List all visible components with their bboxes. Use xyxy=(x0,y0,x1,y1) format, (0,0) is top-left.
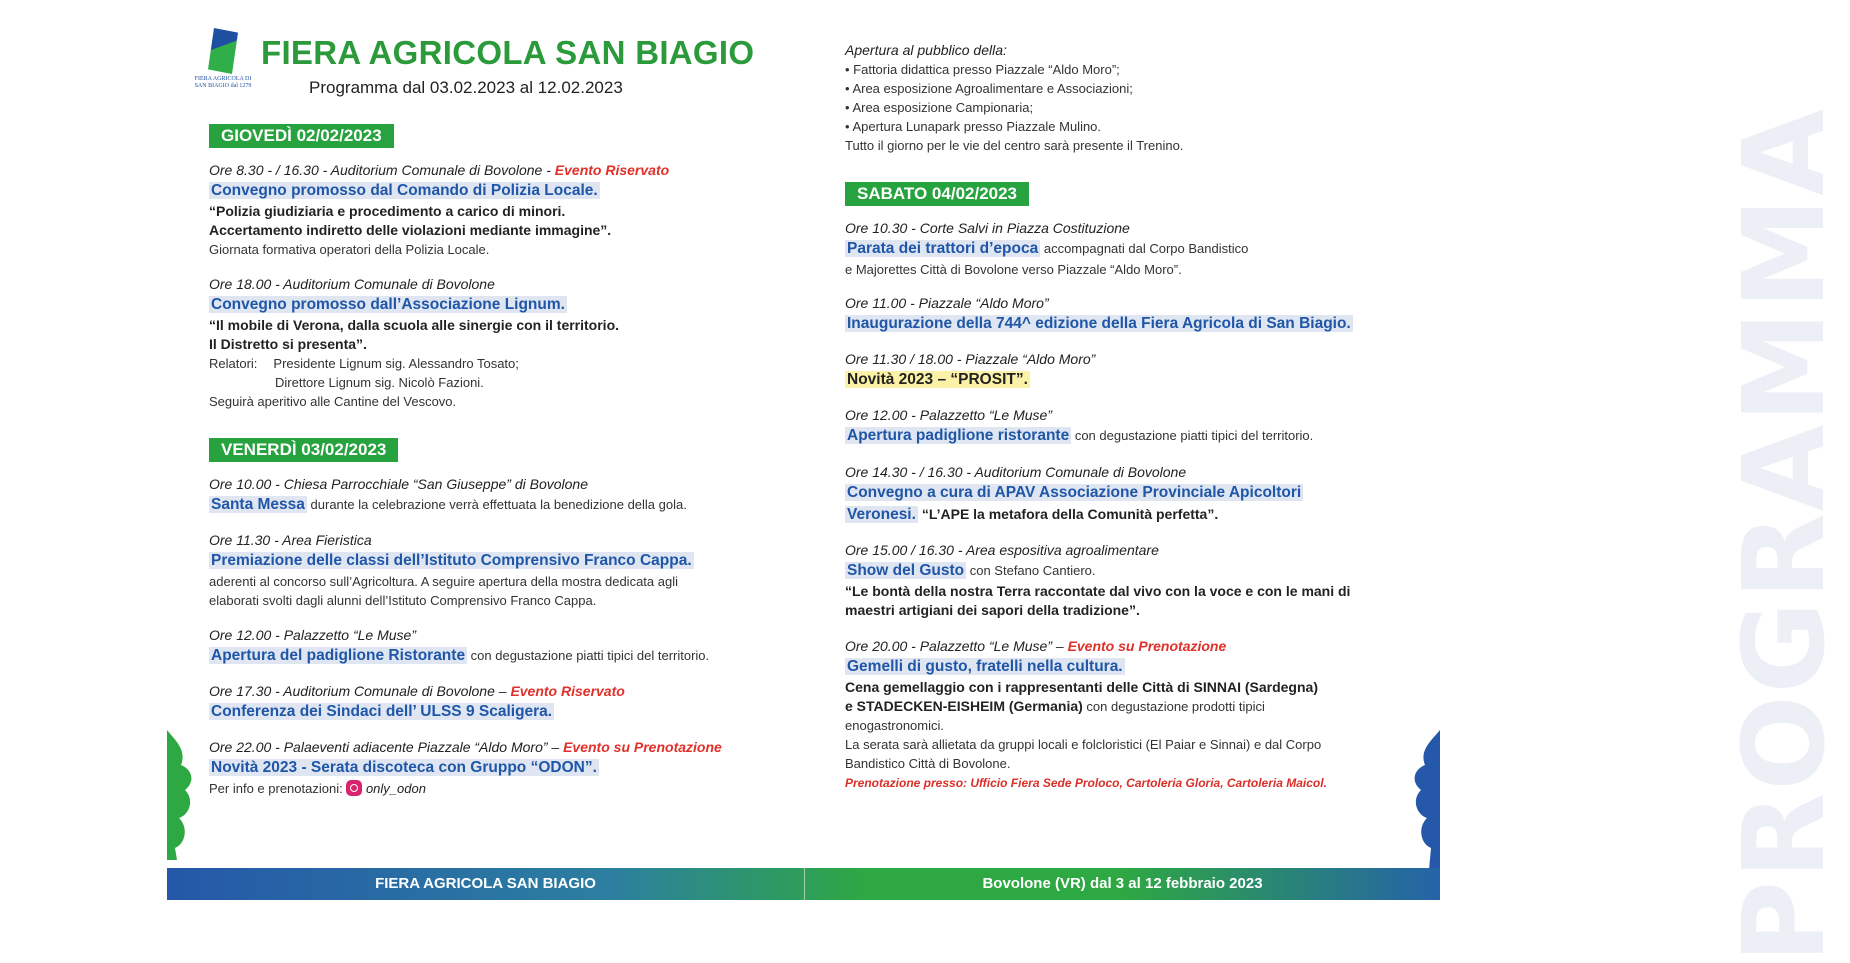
event-title: Apertura del padiglione Ristorante xyxy=(211,647,466,664)
logo-text: FIERA AGRICOLA DI SAN BIAGIO dal 1279 xyxy=(194,76,252,89)
event-title: Novità 2023 - Serata discoteca con Gruppo “ODON”. xyxy=(211,759,597,776)
booking-tag: Evento su Prenotazione xyxy=(563,739,722,755)
event-title: Premiazione delle classi dell’Istituto Comprensivo Franco Cappa. xyxy=(211,552,692,569)
public-opening: Apertura al pubblico della: • Fattoria didattica presso Piazzale “Aldo Moro”; • Area esposizione Agroalimentare e Associazioni; • Area esposizione Campionaria; • Apertura Lunapark presso Piazzale Mulino. Tutto il giorno per le vie del centro sarà presente il Trenino. xyxy=(845,42,1184,153)
event-apav: Ore 14.30 - / 16.30 - Auditorium Comunale di Bovolone Convegno a cura di APAV Associazione Provinciale Apicoltori Veronesi. “L’APE la metafora della Comunità perfetta”. xyxy=(845,464,1302,523)
day-header-saturday: SABATO 04/02/2023 xyxy=(845,182,1029,206)
event-title: Apertura padiglione ristorante xyxy=(847,427,1070,444)
instagram-handle[interactable]: only_odon xyxy=(365,781,426,796)
day-header-thursday: GIOVEDÌ 02/02/2023 xyxy=(209,124,394,148)
page-subtitle: Programma dal 03.02.2023 al 12.02.2023 xyxy=(309,78,623,97)
event-polizia: Ore 8.30 - / 16.30 - Auditorium Comunale di Bovolone - Evento Riservato Convegno promosso dal Comando di Polizia Locale. “Polizia giudiziaria e procedimento a carico di minori. Accertamento indiretto delle violazioni mediante immagine”. Giornata formativa operatori della Polizia Locale. xyxy=(209,162,670,257)
instagram-icon[interactable] xyxy=(346,780,362,796)
event-title: Gemelli di gusto, fratelli nella cultura. xyxy=(847,658,1123,675)
booking-info: Prenotazione presso: Ufficio Fiera Sede Proloco, Cartoleria Gloria, Cartoleria Maicol. xyxy=(845,776,1327,790)
event-santa-messa: Ore 10.00 - Chiesa Parrocchiale “San Giuseppe” di Bovolone Santa Messa durante la celebrazione verrà effettuata la benedizione della gola. xyxy=(209,476,687,513)
reserved-tag: Evento Riservato xyxy=(510,683,625,699)
footer-right-text: Bovolone (VR) dal 3 al 12 febbraio 2023 xyxy=(982,875,1263,892)
event-title: Convegno promosso dall’Associazione Lignum. xyxy=(211,296,565,313)
event-show-gusto: Ore 15.00 / 16.30 - Area espositiva agroalimentare Show del Gusto con Stefano Cantiero. “Le bontà della nostra Terra raccontate dal vivo con la voce e con le mani di maestri artigiani dei sapori della tradizione”. xyxy=(845,542,1351,618)
watermark-right: PROGRAMMA xyxy=(1719,107,1850,963)
reserved-tag: Evento Riservato xyxy=(554,162,670,178)
event-ristorante: Ore 12.00 - Palazzetto “Le Muse” Apertura del padiglione Ristorante con degustazione piatti tipici del territorio. xyxy=(209,627,710,664)
event-padiglione: Ore 12.00 - Palazzetto “Le Muse” Apertura padiglione ristorante con degustazione piatti tipici del territorio. xyxy=(845,407,1314,444)
tree-left-decoration xyxy=(167,720,199,860)
event-title: Novità 2023 – “PROSIT”. xyxy=(847,371,1028,388)
event-title: Conferenza dei Sindaci dell’ ULSS 9 Scaligera. xyxy=(211,703,553,720)
event-discoteca: Ore 22.00 - Palaeventi adiacente Piazzale “Aldo Moro” – Evento su Prenotazione Novità 2023 - Serata discoteca con Gruppo “ODON”. Per info e prenotazioni: only_odon xyxy=(209,739,722,796)
event-gemelli: Ore 20.00 - Palazzetto “Le Muse” – Evento su Prenotazione Gemelli di gusto, fratelli nella cultura. Cena gemellaggio con i rappresentanti delle Città di SINNAI (Sardegna) e STADECKEN-EISHEIM (Germania) con degustazione prodotti tipici enogastronomici. La serata sarà allietata da gruppi locali e folcloristici (El Paiar e Sinnai) e dal Corpo Bandistico Città di Bovolone. Prenotazione presso: Ufficio Fiera Sede Proloco, Cartoleria Gloria, Cartoleria Maicol. xyxy=(845,636,1405,790)
footer-bar xyxy=(167,868,1440,900)
event-title: Parata dei trattori d’epoca xyxy=(847,240,1039,257)
event-sindaci: Ore 17.30 - Auditorium Comunale di Bovolone – Evento Riservato Conferenza dei Sindaci dell’ ULSS 9 Scaligera. xyxy=(209,683,625,720)
logo-mark-icon xyxy=(208,28,238,74)
program-sheet xyxy=(167,0,1850,963)
event-title: Convegno promosso dal Comando di Polizia Locale. xyxy=(211,182,598,199)
booking-tag: Evento su Prenotazione xyxy=(1067,638,1227,654)
event-title: Santa Messa xyxy=(211,496,305,513)
event-lignum: Ore 18.00 - Auditorium Comunale di Bovolone Convegno promosso dall’Associazione Lignum. “Il mobile di Verona, dalla scuola alle sinergie con il territorio. Il Distretto si presenta”. Relatori: Presidente Lignum sig. Alessandro Tosato; Direttore Lignum sig. Nicolò Fazioni. Seguirà aperitivo alle Cantine del Vescovo. xyxy=(209,276,620,409)
event-title: Inaugurazione della 744^ edizione della Fiera Agricola di San Biagio. xyxy=(847,315,1351,332)
event-inaugurazione: Ore 11.00 - Piazzale “Aldo Moro” Inaugurazione della 744^ edizione della Fiera Agricola di San Biagio. xyxy=(845,295,1351,332)
event-title: Show del Gusto xyxy=(847,562,965,579)
page-title: FIERA AGRICOLA SAN BIAGIO xyxy=(261,34,755,71)
logo xyxy=(193,28,253,90)
event-title: Convegno a cura di APAV Associazione Provinciale Apicoltori xyxy=(847,484,1302,501)
event-premiazione: Ore 11.30 - Area Fieristica Premiazione delle classi dell’Istituto Comprensivo Franco Cappa. aderenti al concorso sull’Agricoltura. A seguire apertura della mostra dedicata agli elaborati svolti dagli alunni dell’Istituto Comprensivo Franco Cappa. xyxy=(209,532,692,608)
event-parata: Ore 10.30 - Corte Salvi in Piazza Costituzione Parata dei trattori d’epoca accompagnati dal Corpo Bandistico e Majorettes Città di Bovolone verso Piazzale “Aldo Moro”. xyxy=(845,220,1249,277)
footer-left-text: FIERA AGRICOLA SAN BIAGIO xyxy=(375,875,596,892)
event-prosit: Ore 11.30 / 18.00 - Piazzale “Aldo Moro” Novità 2023 – “PROSIT”. xyxy=(845,351,1096,388)
day-header-friday: VENERDÌ 03/02/2023 xyxy=(209,438,398,462)
tree-right-decoration xyxy=(1407,720,1440,870)
